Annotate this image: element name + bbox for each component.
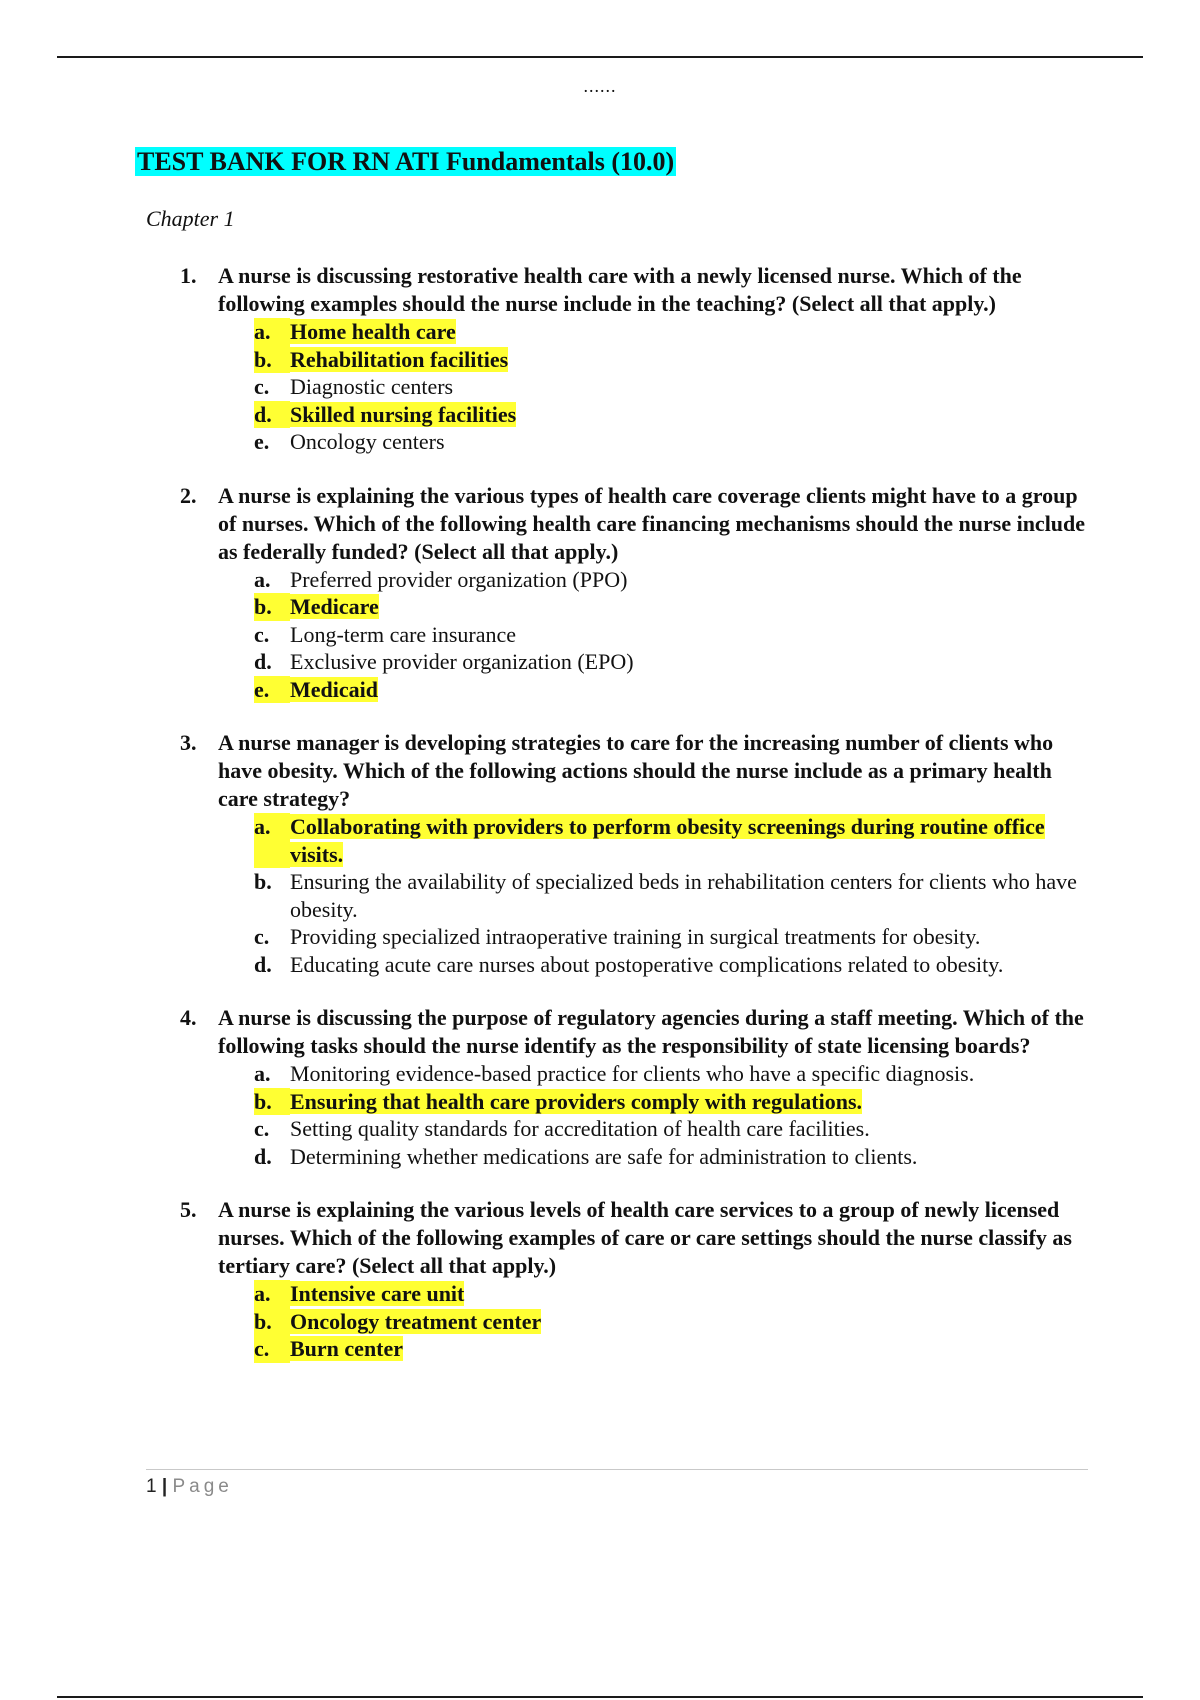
option-letter: b.	[254, 1308, 290, 1336]
answer-option	[254, 1143, 1090, 1171]
option-text: Burn center	[290, 1336, 404, 1361]
option-text: Collaborating with providers to perform obesity screenings during routine office visits.	[290, 814, 1045, 867]
answer-option-correct	[254, 346, 1090, 374]
question-stem	[180, 1196, 1090, 1280]
answer-option	[254, 868, 1090, 923]
question-item	[180, 1196, 1090, 1363]
question-stem	[180, 729, 1090, 813]
option-letter: b.	[254, 869, 272, 894]
option-letter: a.	[254, 1061, 271, 1086]
answer-option	[254, 1115, 1090, 1143]
option-text: Educating acute care nurses about postoperative complications related to obesity.	[290, 951, 1004, 977]
answer-option-correct	[254, 318, 1090, 346]
question-text: A nurse is explaining the various types of health care coverage clients might have to a group of nurses. Which of the following health care financing mechanisms should the nurse include as federally funded? (Select all that apply.)	[218, 482, 1086, 564]
answer-option-correct	[254, 1335, 1090, 1363]
question-number: 5.	[180, 1197, 197, 1222]
answer-options	[180, 566, 1090, 704]
option-text: Skilled nursing facilities	[290, 401, 517, 427]
option-text: Rehabilitation facilities	[290, 346, 509, 372]
option-text: Diagnostic centers	[290, 374, 454, 399]
answer-option	[254, 1060, 1090, 1088]
option-text: Exclusive provider organization (EPO)	[290, 649, 634, 674]
question-stem	[180, 262, 1090, 318]
answer-option-correct	[254, 1280, 1090, 1308]
option-letter: b.	[254, 1088, 290, 1116]
answer-options	[180, 813, 1090, 978]
option-letter: d.	[254, 1143, 272, 1169]
answer-option-correct	[254, 676, 1090, 704]
answer-options	[180, 1060, 1090, 1170]
option-text: Intensive care unit	[290, 1281, 465, 1306]
option-letter: d.	[254, 951, 272, 977]
option-letter: c.	[254, 374, 270, 399]
question-item	[180, 729, 1090, 978]
option-letter: c.	[254, 924, 270, 949]
option-letter: c.	[254, 1335, 290, 1363]
option-text: Setting quality standards for accreditation of health care facilities.	[290, 1116, 870, 1141]
page-number: 1	[146, 1476, 157, 1497]
answer-option-correct	[254, 1308, 1090, 1336]
option-text: Home health care	[290, 319, 456, 344]
chapter-heading: Chapter 1	[146, 206, 235, 231]
answer-option-correct	[254, 401, 1090, 429]
answer-option	[254, 923, 1090, 951]
question-item	[180, 1004, 1090, 1170]
answer-option-correct	[254, 593, 1090, 621]
answer-option	[254, 566, 1090, 594]
answer-options	[180, 1280, 1090, 1363]
option-text: Preferred provider organization (PPO)	[290, 566, 628, 592]
option-letter: b.	[254, 346, 290, 374]
question-text: A nurse is discussing the purpose of regulatory agencies during a staff meeting. Which of the following tasks should the nurse identify as the responsibility of state licensing boards?	[218, 1005, 1084, 1058]
question-stem	[180, 1004, 1090, 1060]
question-text: A nurse manager is developing strategies to care for the increasing number of clients who have obesity. Which of the following actions should the nurse include as a primary health care strategy?	[218, 730, 1054, 811]
question-number: 1.	[180, 263, 197, 288]
option-text: Medicare	[290, 594, 379, 619]
answer-option	[254, 428, 1090, 456]
answer-option-correct	[254, 1088, 1090, 1116]
option-text: Monitoring evidence-based practice for clients who have a specific diagnosis.	[290, 1061, 975, 1086]
option-text: Ensuring the availability of specialized beds in rehabilitation centers for clients who have obesity.	[290, 869, 1077, 922]
option-text: Long-term care insurance	[290, 621, 516, 647]
question-number: 4.	[180, 1005, 197, 1030]
footer-rule	[146, 1469, 1088, 1470]
page-footer	[146, 1476, 233, 1498]
header-rule	[57, 56, 1143, 58]
option-text: Medicaid	[290, 676, 378, 702]
question-stem	[180, 482, 1090, 566]
option-letter: c.	[254, 621, 270, 647]
option-letter: a.	[254, 1280, 290, 1308]
answer-option	[254, 648, 1090, 676]
option-letter: b.	[254, 593, 290, 621]
option-letter: d.	[254, 649, 272, 674]
option-letter: e.	[254, 676, 290, 704]
question-number: 3.	[180, 730, 197, 755]
answer-option	[254, 621, 1090, 649]
option-letter: e.	[254, 429, 270, 454]
option-text: Oncology treatment center	[290, 1308, 542, 1334]
footer-bottom-rule	[57, 1696, 1143, 1698]
answer-option	[254, 373, 1090, 401]
option-text: Determining whether medications are safe for administration to clients.	[290, 1143, 918, 1169]
question-list	[180, 262, 1090, 1389]
question-item	[180, 482, 1090, 704]
header-dots: ......	[583, 76, 617, 96]
option-letter: c.	[254, 1116, 270, 1141]
option-text: Ensuring that health care providers comply with regulations.	[290, 1088, 863, 1114]
question-number: 2.	[180, 482, 197, 508]
answer-option-correct	[254, 813, 1090, 868]
document-title-text: TEST BANK FOR RN ATI Fundamentals (10.0)	[137, 147, 675, 176]
question-item	[180, 262, 1090, 456]
answer-options	[180, 318, 1090, 456]
option-letter: d.	[254, 401, 290, 429]
question-text: A nurse is explaining the various levels of health care services to a group of newly licensed nurses. Which of the following examples of care or care settings should the nurse classify as tertiary care? (Select all that apply.)	[218, 1197, 1072, 1278]
option-text: Oncology centers	[290, 429, 445, 454]
document-title	[135, 147, 676, 177]
option-letter: a.	[254, 318, 290, 346]
answer-option	[254, 951, 1090, 979]
option-letter: a.	[254, 813, 290, 868]
question-text: A nurse is discussing restorative health care with a newly licensed nurse. Which of the following examples should the nurse include in the teaching? (Select all that apply.)	[218, 263, 1022, 316]
footer-separator: |	[161, 1476, 168, 1497]
option-text: Providing specialized intraoperative training in surgical treatments for obesity.	[290, 924, 981, 949]
page-label: Page	[172, 1476, 233, 1497]
option-letter: a.	[254, 566, 271, 592]
